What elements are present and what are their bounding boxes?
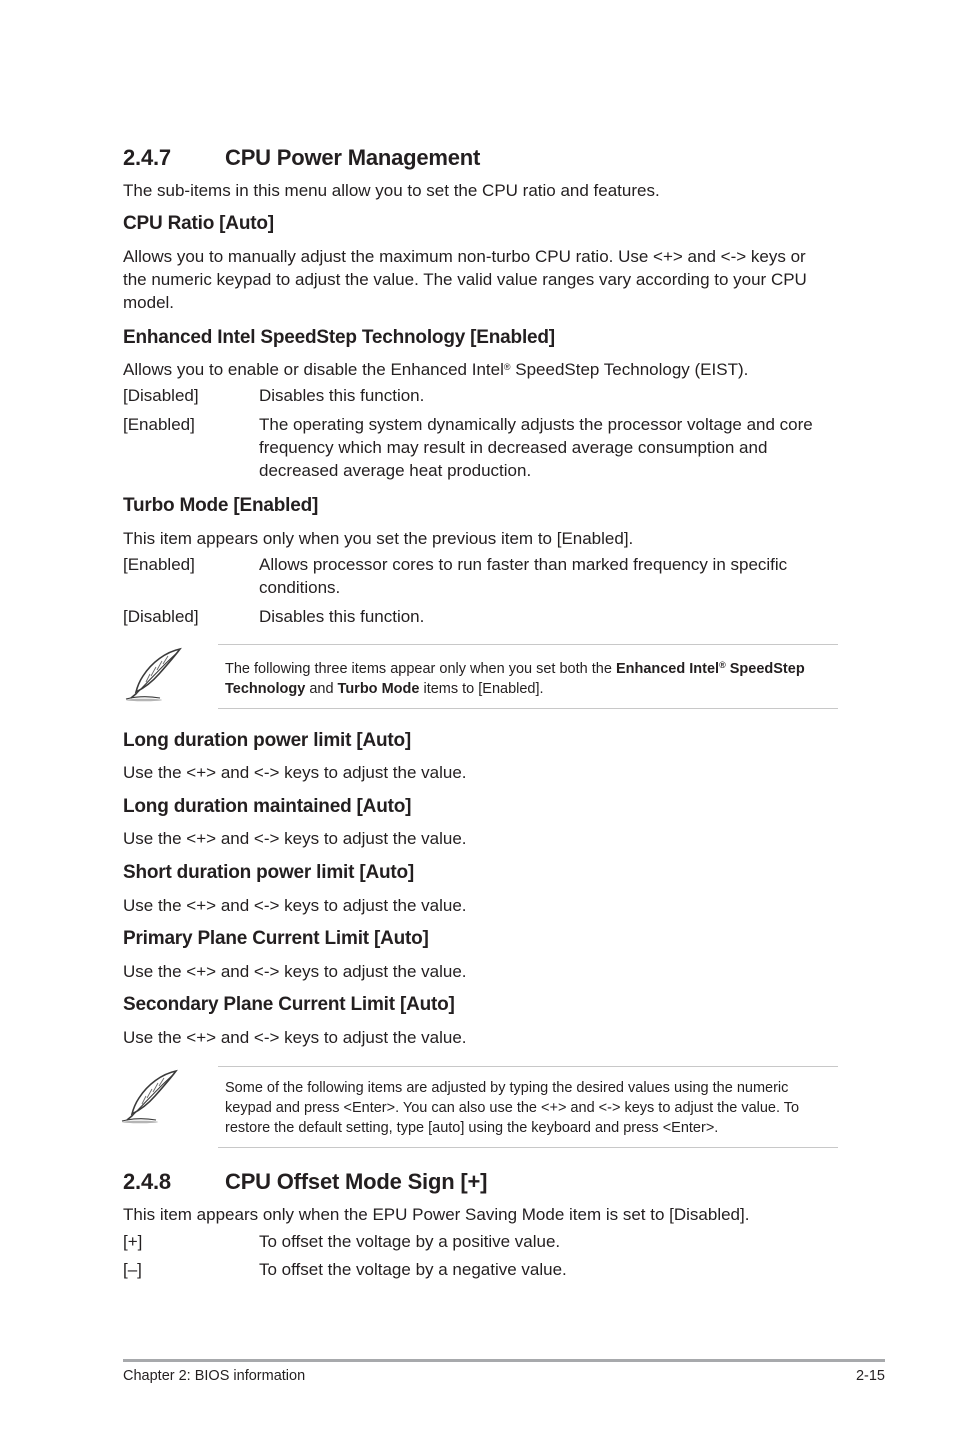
note-bottom-rule <box>218 708 838 709</box>
option-desc: To offset the voltage by a positive value. <box>259 1232 561 1251</box>
item-heading: CPU Ratio [Auto] <box>123 213 274 234</box>
note-bold: SpeedStep Technology <box>225 661 805 697</box>
option-desc: Allows processor cores to run faster than marked frequency in specific conditions. <box>259 555 788 597</box>
item-description: Use the <+> and <-> keys to adjust the value. <box>123 763 467 782</box>
registered-mark: ® <box>503 362 511 372</box>
option-key: [Disabled] <box>123 386 199 405</box>
feather-pen-icon <box>122 646 184 707</box>
page-number: 2-15 <box>855 1368 885 1384</box>
item-heading: Primary Plane Current Limit [Auto] <box>123 928 429 949</box>
option-desc: The operating system dynamically adjusts the processor voltage and core frequency which may result in decreased average consumption and decreased average heat production. <box>259 415 813 480</box>
option-key: [Enabled] <box>123 415 195 434</box>
footer-chapter: Chapter 2: BIOS information <box>123 1368 306 1384</box>
note-bottom-rule <box>218 1147 838 1148</box>
note-span: items to [Enabled]. <box>419 681 544 697</box>
desc-text: Allows you to enable or disable the Enhanced Intel <box>123 360 504 379</box>
item-heading: Long duration power limit [Auto] <box>123 730 412 751</box>
option-desc: To offset the voltage by a negative value. <box>259 1260 567 1279</box>
note-bold: Turbo Mode <box>337 681 420 697</box>
section-title: CPU Power Management <box>225 145 481 170</box>
section-intro: This item appears only when the EPU Power Saving Mode item is set to [Disabled]. <box>123 1205 750 1224</box>
item-description: Use the <+> and <-> keys to adjust the value. <box>123 1028 467 1047</box>
item-heading: Secondary Plane Current Limit [Auto] <box>123 994 455 1015</box>
option-key: [+] <box>123 1232 143 1251</box>
feather-pen-icon <box>118 1068 180 1129</box>
note-text: Some of the following items are adjusted by typing the desired values using the numeric keypad and press <Enter>. You can also use the <+> and <-> keys to adjust the value. To restore the default setting, type [auto] using the keyboard and press <Enter>. <box>225 1080 800 1136</box>
footer-rule <box>123 1359 885 1362</box>
item-description: Use the <+> and <-> keys to adjust the value. <box>123 829 467 848</box>
note-span: The following three items appear only when you set both the <box>225 661 616 677</box>
item-heading: Turbo Mode [Enabled] <box>123 495 319 516</box>
item-heading: Long duration maintained [Auto] <box>123 796 412 817</box>
note-bold: Enhanced Intel <box>615 661 720 677</box>
note-top-rule <box>218 644 838 645</box>
option-desc: Disables this function. <box>259 386 425 405</box>
section-number: 2.4.8 <box>123 1169 171 1194</box>
option-key: [–] <box>123 1260 142 1279</box>
option-key: [Disabled] <box>123 607 199 626</box>
item-heading: Short duration power limit [Auto] <box>123 862 415 883</box>
item-description: Use the <+> and <-> keys to adjust the value. <box>123 896 467 915</box>
item-heading: Enhanced Intel SpeedStep Technology [Enabled] <box>123 327 555 348</box>
desc-text: SpeedStep Technology (EIST). <box>510 360 749 379</box>
note-text <box>225 659 835 699</box>
section-intro: The sub-items in this menu allow you to set the CPU ratio and features. <box>123 181 660 200</box>
note-top-rule <box>218 1066 838 1067</box>
item-description: Use the <+> and <-> keys to adjust the value. <box>123 962 467 981</box>
option-desc: Disables this function. <box>259 607 425 626</box>
note-span: and <box>305 681 338 697</box>
item-description: Allows you to manually adjust the maximum non-turbo CPU ratio. Use <+> and <-> keys or the numeric keypad to adjust the value. The valid value ranges vary according to your CPU model. <box>123 247 807 312</box>
section-number: 2.4.7 <box>123 145 171 170</box>
registered-mark: ® <box>719 660 726 670</box>
item-description: This item appears only when you set the previous item to [Enabled]. <box>123 529 634 548</box>
item-description <box>123 358 748 381</box>
section-title: CPU Offset Mode Sign [+] <box>225 1169 488 1194</box>
option-key: [Enabled] <box>123 555 195 574</box>
